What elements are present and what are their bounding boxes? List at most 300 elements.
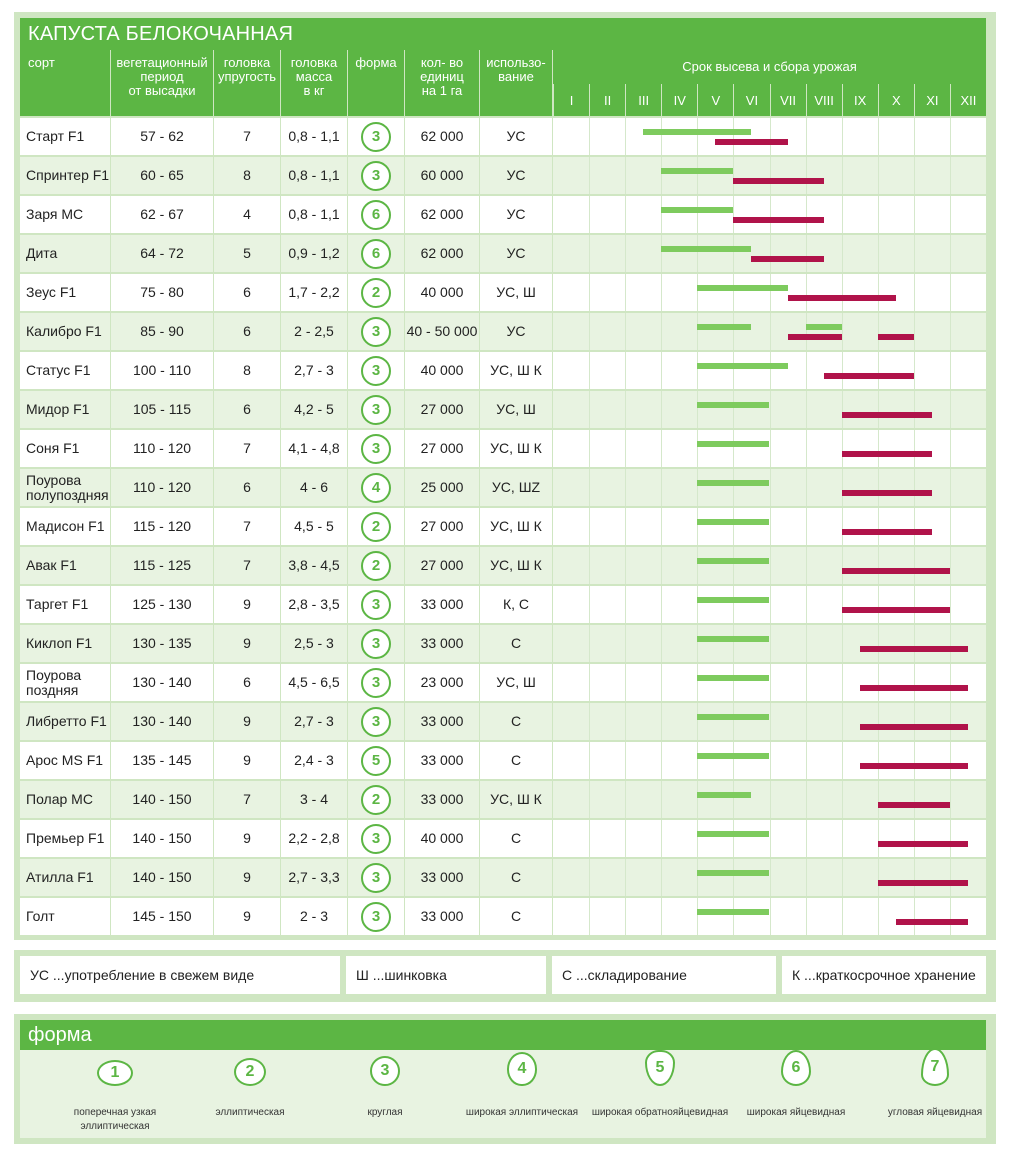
cell-mass: 4,1 - 4,8	[281, 430, 347, 467]
table-row	[20, 469, 990, 508]
cell-firm: 9	[214, 586, 280, 623]
harvest-bar	[733, 178, 823, 184]
month-divider	[806, 235, 807, 272]
cell-veg: 140 - 150	[111, 781, 213, 818]
month-divider	[661, 196, 662, 233]
cell-shape	[348, 859, 404, 896]
month-divider	[625, 586, 626, 623]
legend-storage: С ...складирование	[552, 956, 776, 994]
cell-name: Премьер F1	[20, 820, 110, 857]
schedule-cell	[553, 547, 986, 584]
table-row	[20, 118, 990, 157]
month-divider	[770, 469, 771, 506]
variety-table-panel	[14, 12, 996, 940]
month-label: VII	[770, 84, 806, 116]
cell-shape	[348, 430, 404, 467]
month-divider	[625, 781, 626, 818]
schedule-cell	[553, 391, 986, 428]
month-divider	[733, 625, 734, 662]
shape-4-icon: 4	[507, 1052, 537, 1086]
form-1	[45, 1050, 185, 1138]
cell-mass: 2,5 - 3	[281, 625, 347, 662]
month-divider	[878, 664, 879, 701]
month-divider	[770, 820, 771, 857]
month-divider	[770, 625, 771, 662]
harvest-bar	[878, 802, 950, 808]
month-divider	[733, 235, 734, 272]
cell-shape	[348, 625, 404, 662]
shape-3-icon: 3	[361, 395, 391, 425]
month-divider	[589, 274, 590, 311]
month-divider	[914, 118, 915, 155]
form-5	[590, 1050, 730, 1138]
month-divider	[950, 742, 951, 779]
month-divider	[842, 274, 843, 311]
sowing-bar	[806, 324, 842, 330]
shape-3-icon: 3	[361, 824, 391, 854]
cell-qty: 62 000	[405, 196, 479, 233]
month-divider	[733, 352, 734, 389]
sowing-bar	[697, 909, 769, 915]
schedule-cell	[553, 703, 986, 740]
sowing-bar	[697, 363, 787, 369]
cell-veg: 62 - 67	[111, 196, 213, 233]
month-divider	[806, 352, 807, 389]
harvest-bar	[878, 334, 914, 340]
month-divider	[697, 196, 698, 233]
cell-firm: 9	[214, 820, 280, 857]
table-row	[20, 274, 990, 313]
form-4	[452, 1050, 592, 1138]
month-divider	[950, 586, 951, 623]
shape-5-icon: 5	[645, 1050, 675, 1086]
month-divider	[878, 781, 879, 818]
header-use-line2: вание	[498, 69, 534, 84]
month-divider	[661, 313, 662, 350]
month-divider	[914, 352, 915, 389]
month-divider	[625, 391, 626, 428]
month-divider	[661, 274, 662, 311]
cell-veg: 130 - 140	[111, 664, 213, 701]
header-qty-line1: кол- во	[420, 55, 464, 70]
schedule-cell	[553, 235, 986, 272]
header-veg-line2: период	[140, 69, 184, 84]
month-divider	[733, 430, 734, 467]
cell-firm: 7	[214, 430, 280, 467]
table-row	[20, 781, 990, 820]
month-divider	[625, 469, 626, 506]
month-divider	[733, 664, 734, 701]
header-veg-line1: вегетационный	[116, 55, 208, 70]
month-divider	[661, 391, 662, 428]
month-divider	[589, 196, 590, 233]
month-divider	[770, 235, 771, 272]
shape-2-icon: 2	[361, 785, 391, 815]
header-quantity	[405, 50, 479, 116]
forms-body	[20, 1050, 986, 1138]
cell-shape	[348, 352, 404, 389]
month-divider	[806, 469, 807, 506]
form-label: поперечная узкая эллиптическая	[73, 1107, 157, 1132]
shape-3-icon: 3	[361, 122, 391, 152]
cell-use: УС, Ш	[480, 664, 552, 701]
schedule-cell	[553, 196, 986, 233]
cell-qty: 62 000	[405, 118, 479, 155]
cell-veg: 60 - 65	[111, 157, 213, 194]
month-divider	[661, 235, 662, 272]
cell-qty: 23 000	[405, 664, 479, 701]
shape-6-icon: 6	[361, 239, 391, 269]
sowing-bar	[697, 480, 769, 486]
month-divider	[842, 157, 843, 194]
cell-qty: 33 000	[405, 898, 479, 935]
month-divider	[950, 781, 951, 818]
cell-use: С	[480, 703, 552, 740]
month-divider	[697, 508, 698, 545]
month-divider	[661, 625, 662, 662]
month-divider	[770, 352, 771, 389]
cell-qty: 27 000	[405, 430, 479, 467]
month-divider	[914, 625, 915, 662]
month-divider	[842, 859, 843, 896]
harvest-bar	[860, 685, 968, 691]
schedule-cell	[553, 820, 986, 857]
cell-mass: 4 - 6	[281, 469, 347, 506]
month-divider	[589, 313, 590, 350]
month-divider	[697, 157, 698, 194]
month-divider	[950, 898, 951, 935]
sowing-bar	[697, 675, 769, 681]
schedule-cell	[553, 625, 986, 662]
shape-2-icon: 2	[361, 512, 391, 542]
month-divider	[661, 157, 662, 194]
table-row	[20, 508, 990, 547]
month-divider	[661, 859, 662, 896]
table-row	[20, 313, 990, 352]
month-divider	[661, 742, 662, 779]
month-divider	[914, 391, 915, 428]
month-divider	[661, 352, 662, 389]
month-divider	[733, 703, 734, 740]
schedule-cell	[553, 157, 986, 194]
form-label: широкая эллиптическая	[465, 1107, 579, 1118]
month-divider	[770, 586, 771, 623]
table-row	[20, 820, 990, 859]
cell-use: УС	[480, 118, 552, 155]
cell-use: УС	[480, 235, 552, 272]
cell-shape	[348, 469, 404, 506]
month-divider	[806, 820, 807, 857]
month-divider	[842, 898, 843, 935]
schedule-cell	[553, 508, 986, 545]
shape-3-icon: 3	[361, 161, 391, 191]
month-divider	[697, 430, 698, 467]
cell-use: УС	[480, 196, 552, 233]
cell-use: К, С	[480, 586, 552, 623]
month-divider	[589, 235, 590, 272]
table-row	[20, 703, 990, 742]
month-divider	[589, 508, 590, 545]
cell-mass: 2,4 - 3	[281, 742, 347, 779]
month-divider	[878, 703, 879, 740]
month-divider	[661, 781, 662, 818]
cell-name: Зеус F1	[20, 274, 110, 311]
schedule-cell	[553, 781, 986, 818]
harvest-bar	[860, 646, 968, 652]
month-divider	[914, 742, 915, 779]
cell-mass: 3,8 - 4,5	[281, 547, 347, 584]
month-label: I	[553, 84, 589, 116]
cell-name: Поурова поздняя	[20, 664, 110, 701]
cell-shape	[348, 196, 404, 233]
month-divider	[733, 313, 734, 350]
cell-use: УС	[480, 157, 552, 194]
month-divider	[878, 898, 879, 935]
cell-shape	[348, 274, 404, 311]
month-divider	[842, 820, 843, 857]
month-divider	[878, 859, 879, 896]
shape-1-icon: 1	[97, 1060, 133, 1086]
month-divider	[661, 430, 662, 467]
table-row	[20, 235, 990, 274]
month-divider	[950, 703, 951, 740]
cell-name: Авак F1	[20, 547, 110, 584]
sowing-bar	[697, 831, 769, 837]
cell-mass: 4,5 - 5	[281, 508, 347, 545]
month-divider	[914, 547, 915, 584]
month-divider	[770, 742, 771, 779]
month-label: X	[878, 84, 914, 116]
month-divider	[842, 118, 843, 155]
cell-veg: 100 - 110	[111, 352, 213, 389]
month-divider	[697, 391, 698, 428]
cell-veg: 85 - 90	[111, 313, 213, 350]
schedule-cell	[553, 352, 986, 389]
header-firmness	[214, 50, 280, 116]
month-divider	[914, 196, 915, 233]
cell-use: УС	[480, 313, 552, 350]
cell-name: Голт	[20, 898, 110, 935]
cell-use: С	[480, 820, 552, 857]
cell-use: С	[480, 898, 552, 935]
cell-firm: 6	[214, 313, 280, 350]
harvest-bar	[824, 373, 914, 379]
harvest-bar	[842, 529, 932, 535]
month-divider	[842, 586, 843, 623]
shape-3-icon: 3	[361, 707, 391, 737]
month-divider	[625, 313, 626, 350]
month-divider	[661, 118, 662, 155]
month-divider	[697, 313, 698, 350]
table-row	[20, 898, 990, 937]
sowing-bar	[697, 519, 769, 525]
sowing-bar	[697, 558, 769, 564]
schedule-cell	[553, 430, 986, 467]
cell-qty: 33 000	[405, 625, 479, 662]
month-divider	[914, 235, 915, 272]
cell-mass: 0,8 - 1,1	[281, 118, 347, 155]
month-divider	[770, 664, 771, 701]
cell-use: УС, Ш К	[480, 781, 552, 818]
header-qty-line2: единиц	[420, 69, 464, 84]
cell-qty: 40 000	[405, 274, 479, 311]
cell-mass: 3 - 4	[281, 781, 347, 818]
month-divider	[697, 235, 698, 272]
cell-shape	[348, 235, 404, 272]
cell-qty: 27 000	[405, 391, 479, 428]
month-divider	[950, 157, 951, 194]
form-2	[180, 1050, 320, 1138]
cell-qty: 33 000	[405, 742, 479, 779]
shape-6-icon: 6	[361, 200, 391, 230]
month-divider	[770, 118, 771, 155]
month-divider	[661, 703, 662, 740]
header-mass-line1: головка	[290, 55, 338, 70]
cell-qty: 40 000	[405, 352, 479, 389]
month-divider	[878, 820, 879, 857]
header-shape	[348, 50, 404, 116]
month-divider	[806, 664, 807, 701]
month-divider	[625, 742, 626, 779]
harvest-bar	[842, 451, 932, 457]
cell-use: УС, Ш	[480, 274, 552, 311]
cell-shape	[348, 664, 404, 701]
sowing-bar	[697, 285, 787, 291]
cell-shape	[348, 508, 404, 545]
month-divider	[878, 196, 879, 233]
form-7	[865, 1050, 1005, 1138]
cell-veg: 130 - 135	[111, 625, 213, 662]
header-use-line1: использо-	[486, 55, 546, 70]
month-divider	[914, 703, 915, 740]
month-divider	[697, 118, 698, 155]
table-row	[20, 352, 990, 391]
month-divider	[842, 664, 843, 701]
month-divider	[733, 547, 734, 584]
month-divider	[950, 274, 951, 311]
shape-2-icon: 2	[361, 551, 391, 581]
cell-shape	[348, 118, 404, 155]
month-divider	[589, 664, 590, 701]
cell-mass: 4,5 - 6,5	[281, 664, 347, 701]
month-divider	[806, 586, 807, 623]
table-row	[20, 157, 990, 196]
sowing-bar	[697, 792, 751, 798]
month-divider	[878, 118, 879, 155]
table-row	[20, 625, 990, 664]
header-firm-line2: упругость	[217, 69, 277, 84]
month-divider	[770, 430, 771, 467]
cell-mass: 2,7 - 3	[281, 703, 347, 740]
month-divider	[842, 508, 843, 545]
header-veg-line3: от высадки	[128, 83, 196, 98]
cell-mass: 0,8 - 1,1	[281, 157, 347, 194]
month-divider	[589, 118, 590, 155]
header-firm-line1: головка	[223, 55, 271, 70]
cell-qty: 33 000	[405, 703, 479, 740]
month-divider	[625, 898, 626, 935]
month-divider	[950, 625, 951, 662]
cell-firm: 6	[214, 664, 280, 701]
cell-firm: 7	[214, 508, 280, 545]
month-divider	[589, 586, 590, 623]
harvest-bar	[751, 256, 823, 262]
cell-firm: 4	[214, 196, 280, 233]
month-divider	[842, 391, 843, 428]
month-divider	[770, 313, 771, 350]
month-divider	[770, 781, 771, 818]
shape-2-icon: 2	[234, 1058, 266, 1086]
header-mass	[281, 50, 347, 116]
month-divider	[770, 157, 771, 194]
month-label: III	[625, 84, 661, 116]
forms-title: форма	[20, 1020, 986, 1050]
month-divider	[589, 820, 590, 857]
schedule-cell	[553, 313, 986, 350]
cell-use: УС, ШZ	[480, 469, 552, 506]
cell-mass: 2 - 3	[281, 898, 347, 935]
header-mass-line2: масса	[295, 69, 333, 84]
shape-3-icon: 3	[361, 590, 391, 620]
month-divider	[806, 118, 807, 155]
month-divider	[914, 430, 915, 467]
month-label: V	[697, 84, 733, 116]
table-row	[20, 859, 990, 898]
use-legend	[14, 950, 996, 1002]
month-divider	[770, 703, 771, 740]
month-divider	[806, 547, 807, 584]
cell-shape	[348, 157, 404, 194]
month-divider	[950, 196, 951, 233]
cell-mass: 2 - 2,5	[281, 313, 347, 350]
month-divider	[589, 547, 590, 584]
month-divider	[842, 313, 843, 350]
harvest-bar	[878, 880, 968, 886]
month-divider	[661, 586, 662, 623]
shape-3-icon: 3	[361, 434, 391, 464]
sowing-bar	[697, 402, 769, 408]
month-divider	[950, 391, 951, 428]
month-divider	[878, 157, 879, 194]
month-divider	[733, 157, 734, 194]
cell-name: Дита	[20, 235, 110, 272]
cell-veg: 64 - 72	[111, 235, 213, 272]
harvest-bar	[788, 295, 896, 301]
harvest-bar	[842, 607, 950, 613]
cell-shape	[348, 898, 404, 935]
legend-short-storage: К ...краткосрочное хранение	[782, 956, 986, 994]
month-divider	[878, 430, 879, 467]
table-row	[20, 547, 990, 586]
shape-5-icon: 5	[361, 746, 391, 776]
cell-use: УС, Ш К	[480, 352, 552, 389]
cell-mass: 2,8 - 3,5	[281, 586, 347, 623]
month-divider	[661, 820, 662, 857]
shape-3-icon: 3	[370, 1056, 400, 1086]
harvest-bar	[860, 763, 968, 769]
harvest-bar	[733, 217, 823, 223]
month-divider	[914, 781, 915, 818]
form-label: угловая яйцевидная	[887, 1107, 983, 1118]
form-label: круглая	[367, 1107, 403, 1118]
sowing-bar	[697, 753, 769, 759]
month-divider	[950, 430, 951, 467]
sowing-bar	[697, 714, 769, 720]
month-divider	[589, 352, 590, 389]
month-divider	[733, 196, 734, 233]
month-divider	[589, 469, 590, 506]
cell-qty: 27 000	[405, 547, 479, 584]
